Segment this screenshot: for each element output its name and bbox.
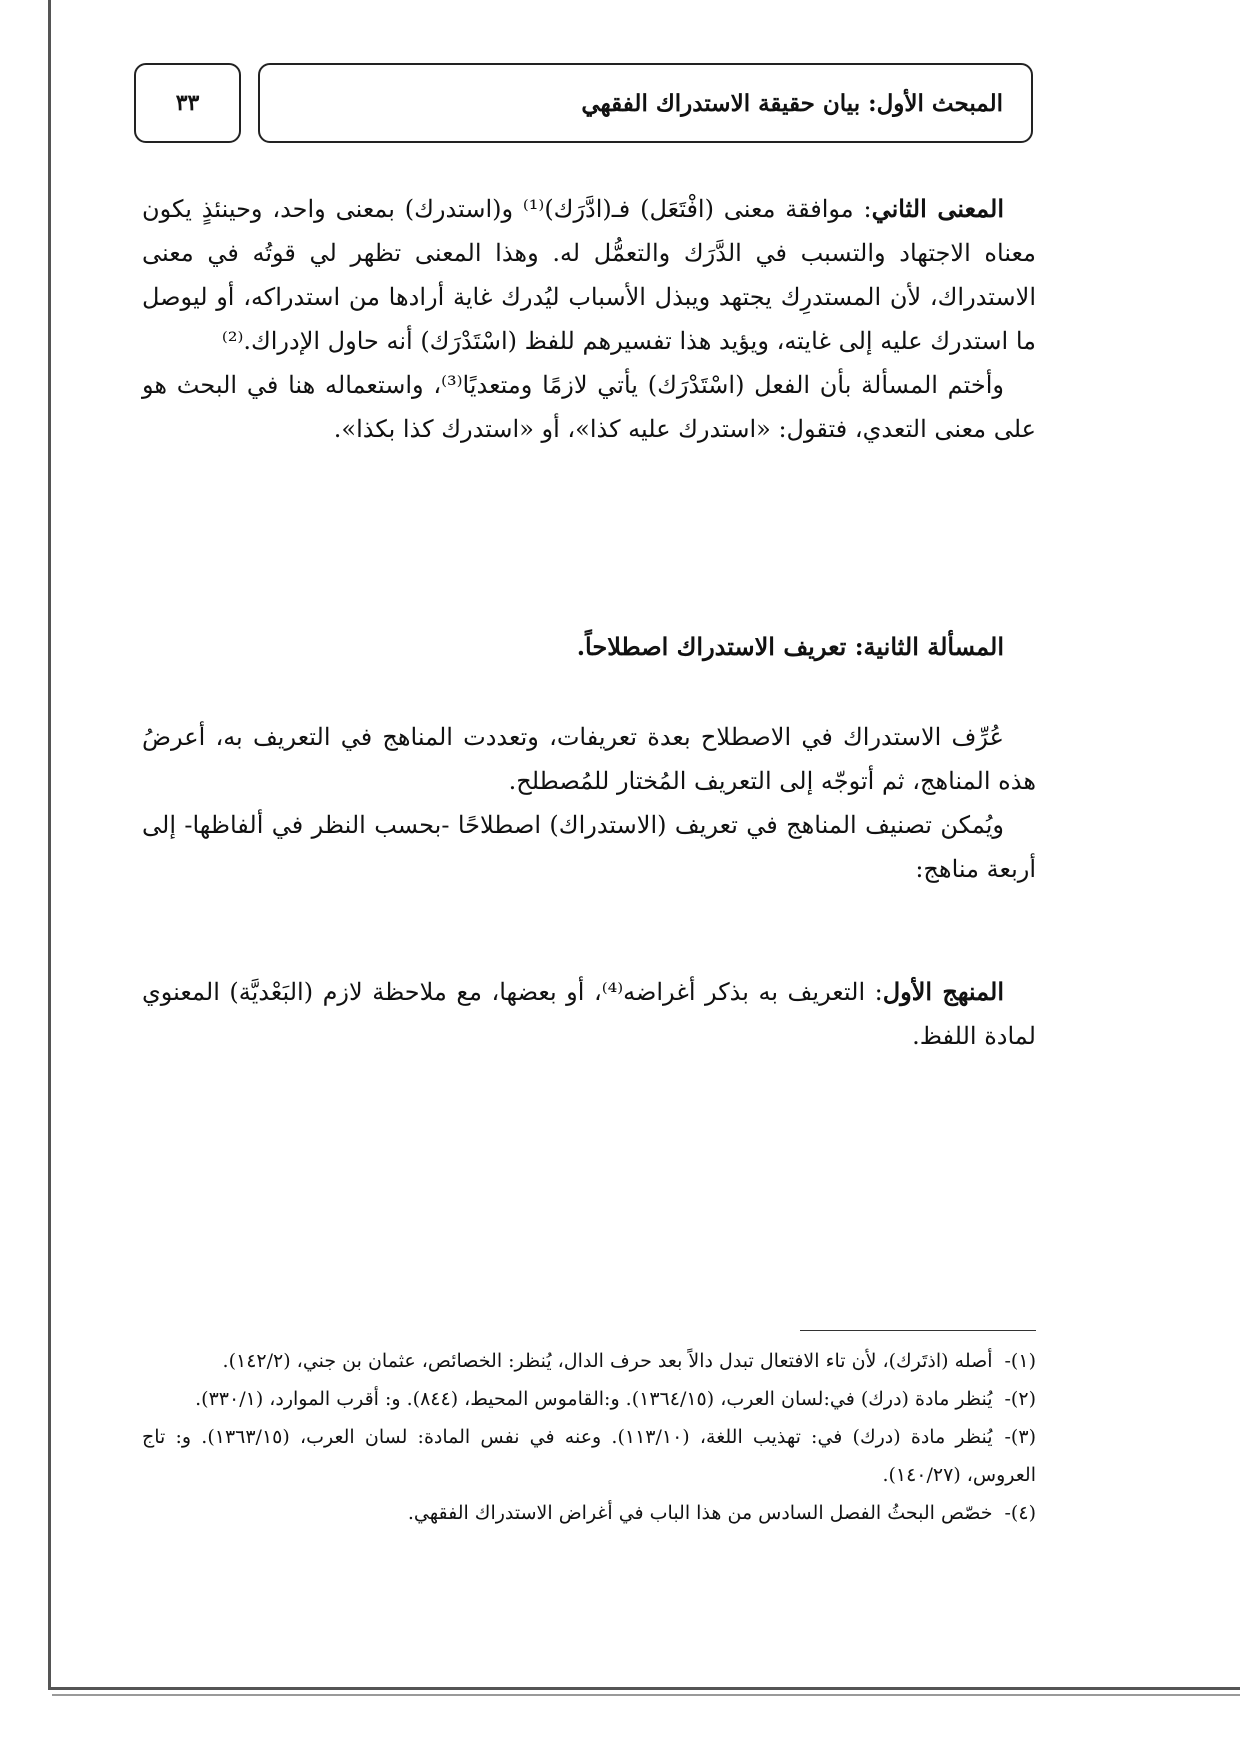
section-heading: المسألة الثانية: تعريف الاستدراك اصطلاحاً. xyxy=(576,632,1004,661)
footnote-number: (٤)- xyxy=(1004,1502,1036,1524)
paragraph-second-meaning xyxy=(142,187,1036,363)
paragraph-lead: المنهج الأول xyxy=(882,977,1004,1006)
page-number-box xyxy=(134,63,241,143)
paragraph-closing xyxy=(142,363,1036,451)
footnote-separator xyxy=(800,1330,1036,1331)
page-frame-shadow xyxy=(52,1694,1240,1696)
paragraph-classification xyxy=(142,803,1036,891)
paragraph-text: عُرِّف الاستدراك في الاصطلاح بعدة تعريفات، وتعددت المناهج في التعريف به، أعرضُ هذه المناهج، ثم أتوجّه إلى التعريف المُختار للمُصطلح. xyxy=(142,723,1036,795)
body-block-2 xyxy=(142,715,1036,891)
footnote-text: أصله (اذتَرك)، لأن تاء الافتعال تبدل دالاً بعد حرف الدال، يُنظر: الخصائص، عثمان بن جني، (١٤٢/٢). xyxy=(222,1350,993,1372)
paragraph-text: : موافقة معنى (افْتَعَل) فـ(ادَّرَك)⁽¹⁾ و(استدرك) بمعنى واحد، وحينئذٍ يكون معناه الاجتهاد والتسبب في الدَّرَك والتعمُّل له. وهذا المعنى تظهر لي قوتُه في معنى الاستدراك، لأن المستدرِك يجتهد ويبذل الأسباب ليُدرك غاية أرادها من استدراكه، أو ليوصل ما استدرك عليه إلى غايته، ويؤيد هذا تفسيرهم للفظ (اسْتَدْرَك) أنه حاول الإدراك.⁽²⁾ xyxy=(142,195,1036,355)
footnote-4 xyxy=(142,1494,1036,1532)
paragraph-text: ويُمكن تصنيف المناهج في تعريف (الاستدراك) اصطلاحًا -بحسب النظر في ألفاظها- إلى أربعة مناهج: xyxy=(142,811,1036,883)
footnote-number: (٣)- xyxy=(1004,1426,1036,1448)
footnote-text: خصّص البحثُ الفصل السادس من هذا الباب في أغراض الاستدراك الفقهي. xyxy=(407,1502,993,1524)
paragraph-text: وأختم المسألة بأن الفعل (اسْتَدْرَك) يأتي لازمًا ومتعديًا⁽³⁾، واستعماله هنا في البحث هو على معنى التعدي، فتقول: «استدرك عليه كذا»، أو «استدرك كذا بكذا». xyxy=(142,371,1036,443)
running-header-title xyxy=(258,63,1033,143)
footnote-number: (١)- xyxy=(1004,1350,1036,1372)
body-block-3 xyxy=(142,970,1036,1058)
paragraph-definitions xyxy=(142,715,1036,803)
page-number: ٣٣ xyxy=(175,90,200,116)
header-title-text: المبحث الأول: بيان حقيقة الاستدراك الفقهي xyxy=(581,89,1003,117)
footnote-text: يُنظر مادة (درك) في:لسان العرب، (١٣٦٤/١٥). و:القاموس المحيط، (٨٤٤). و: أقرب الموارد، (٣٣٠/١). xyxy=(195,1388,993,1410)
footnote-3 xyxy=(142,1418,1036,1494)
paragraph-first-method xyxy=(142,970,1036,1058)
paragraph-lead: المعنى الثاني xyxy=(871,194,1004,223)
footnote-number: (٢)- xyxy=(1004,1388,1036,1410)
body-block-1 xyxy=(142,187,1036,451)
paragraph-text: : التعريف به بذكر أغراضه⁽⁴⁾، أو بعضها، مع ملاحظة لازم (البَعْديَّة) المعنوي لمادة اللفظ. xyxy=(142,978,1036,1050)
footnote-2 xyxy=(142,1380,1036,1418)
footnotes xyxy=(142,1342,1036,1532)
footnote-1 xyxy=(142,1342,1036,1380)
footnote-text: يُنظر مادة (درك) في: تهذيب اللغة، (١١٣/١٠). وعنه في نفس المادة: لسان العرب، (١٣٦٣/١٥). و: تاج العروس، (١٤٠/٢٧). xyxy=(142,1426,1036,1486)
